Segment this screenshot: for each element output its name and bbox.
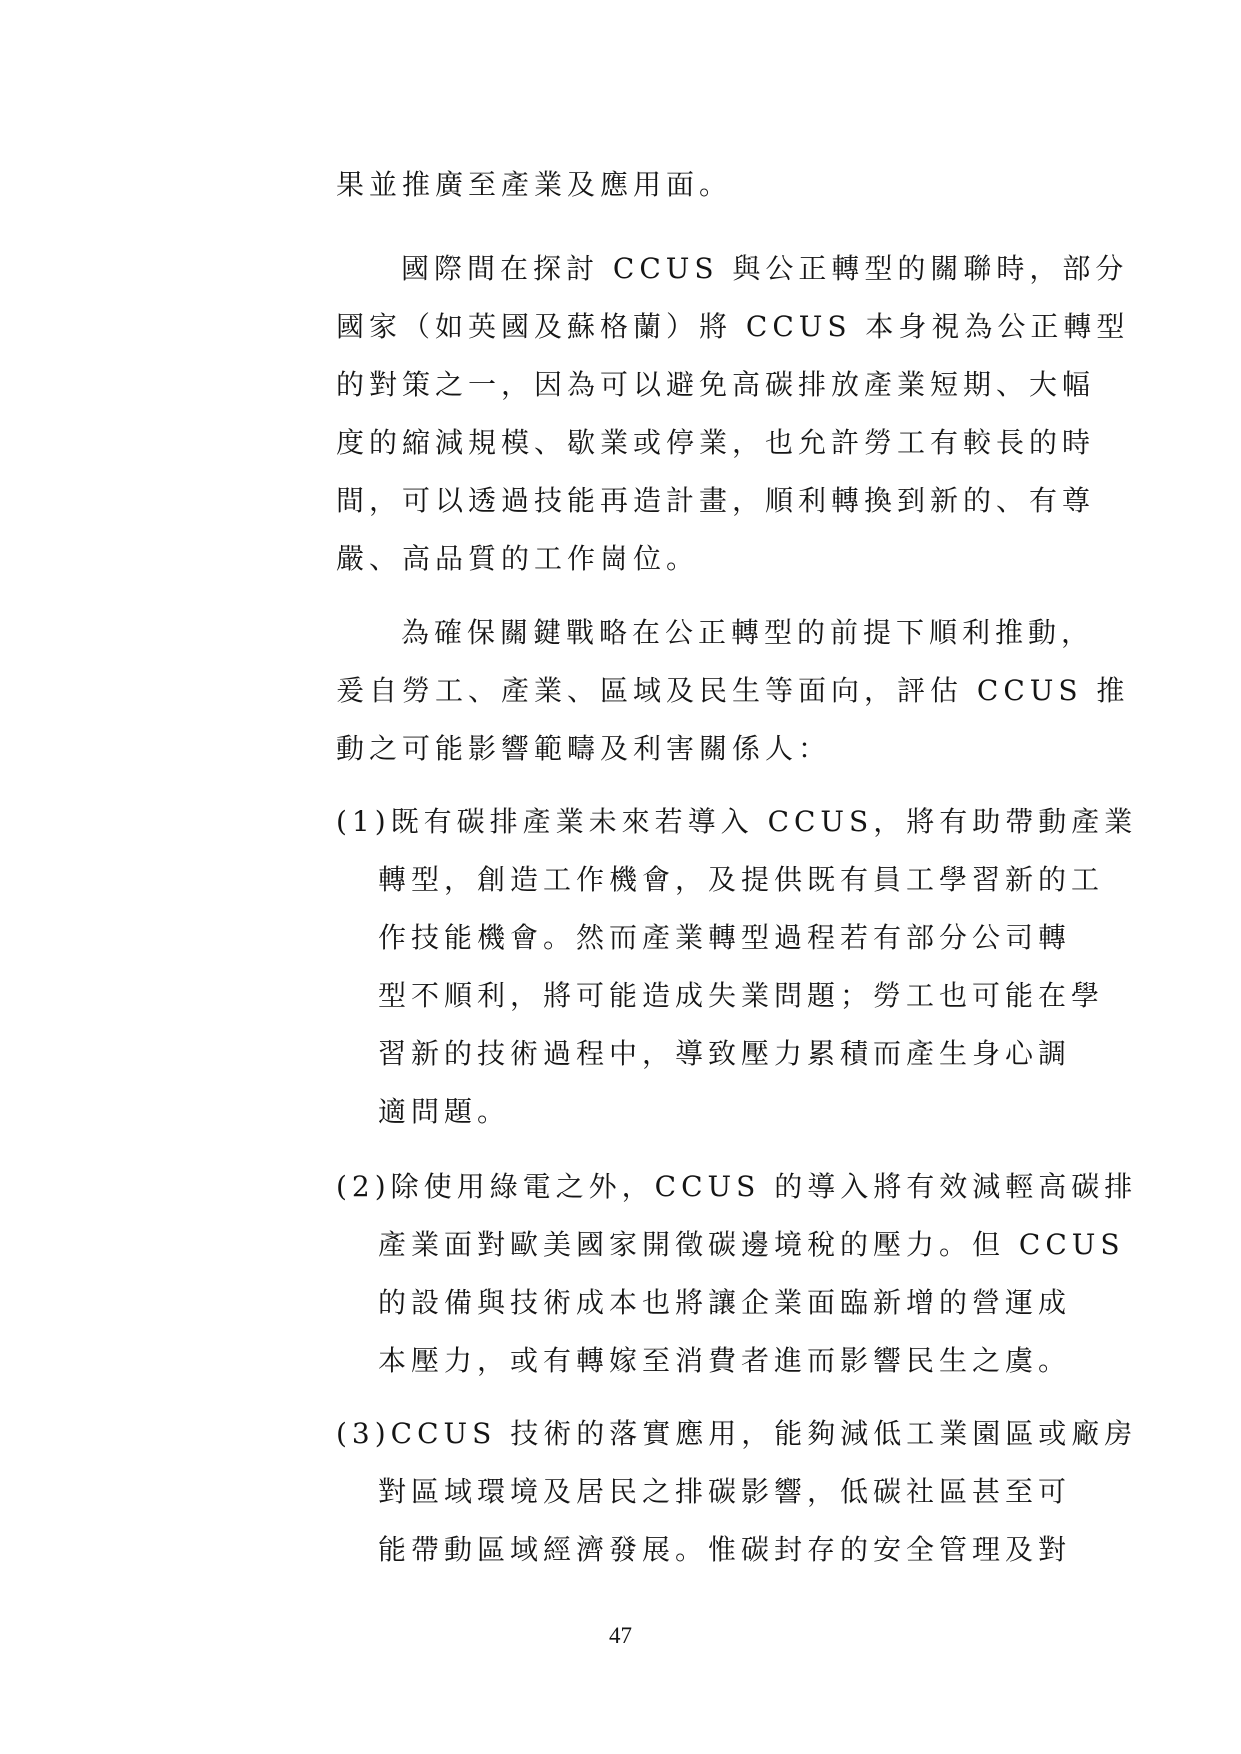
continued-paragraph	[336, 156, 1091, 214]
list-item-first-line: (3)CCUS 技術的落實應用，能夠減低工業園區或廠房	[336, 1417, 1138, 1450]
text-line: 產業面對歐美國家開徵碳邊境稅的壓力。但 CCUS	[378, 1228, 1125, 1261]
text-line: 嚴、高品質的工作崗位。	[336, 542, 700, 575]
text-line: 爰自勞工、產業、區域及民生等面向，評估 CCUS 推	[336, 674, 1130, 707]
text-line: 對區域環境及居民之排碳影響，低碳社區甚至可	[378, 1475, 1072, 1508]
list-item-2	[336, 1158, 1138, 1390]
text-line: 習新的技術過程中，導致壓力累積而產生身心調	[378, 1037, 1072, 1070]
paragraph-impact-assessment	[336, 604, 1130, 778]
text-line: 動之可能影響範疇及利害關係人：	[336, 732, 832, 765]
text-line: 適問題。	[378, 1095, 511, 1128]
text-line: 度的縮減規模、歇業或停業，也允許勞工有較長的時	[336, 426, 1096, 459]
list-item-1	[336, 793, 1138, 1141]
text-line: 型不順利，將可能造成失業問題；勞工也可能在學	[378, 979, 1105, 1012]
paragraph-ccus-just-transition	[336, 240, 1130, 588]
text-line: 轉型，創造工作機會，及提供既有員工學習新的工	[378, 863, 1105, 896]
list-item-3	[336, 1405, 1138, 1579]
text-line: 國家（如英國及蘇格蘭）將 CCUS 本身視為公正轉型	[336, 310, 1130, 343]
text-line: 間，可以透過技能再造計畫，順利轉換到新的、有尊	[336, 484, 1096, 517]
text-line: 為確保關鍵戰略在公正轉型的前提下順利推動，	[401, 616, 1095, 649]
text-line: 能帶動區域經濟發展。惟碳封存的安全管理及對	[378, 1533, 1072, 1566]
text-line: 作技能機會。然而產業轉型過程若有部分公司轉	[378, 921, 1072, 954]
text-line: 本壓力，或有轉嫁至消費者進而影響民生之虞。	[378, 1344, 1072, 1377]
text-line: 的設備與技術成本也將讓企業面臨新增的營運成	[378, 1286, 1072, 1319]
text-line: 國際間在探討 CCUS 與公正轉型的關聯時，部分	[401, 252, 1129, 285]
text-line: 果並推廣至產業及應用面。	[336, 168, 733, 201]
list-item-first-line: (1)既有碳排產業未來若導入 CCUS，將有助帶動產業	[336, 805, 1138, 838]
page-number: 47	[609, 1623, 632, 1648]
list-item-first-line: (2)除使用綠電之外，CCUS 的導入將有效減輕高碳排	[336, 1170, 1138, 1203]
text-line: 的對策之一，因為可以避免高碳排放產業短期、大幅	[336, 368, 1096, 401]
